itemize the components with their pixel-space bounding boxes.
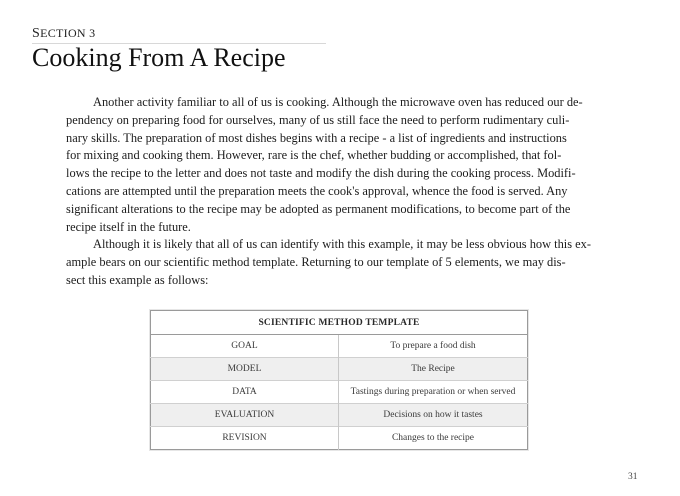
table-cell-element: REVISION bbox=[151, 427, 339, 450]
paragraph-line: ample bears on our scientific method template. Returning to our template of 5 elements, we may dis- bbox=[66, 254, 566, 269]
paragraph-line: Although it is likely that all of us can identify with this example, it may be less obvious how this ex- bbox=[93, 237, 591, 251]
paragraph-line: nary skills. The preparation of most dishes begins with a recipe - a list of ingredients and instructions bbox=[66, 130, 567, 145]
table-cell-value: Tastings during preparation or when served bbox=[339, 381, 528, 404]
section-label-rest: ECTION 3 bbox=[40, 26, 96, 40]
paragraph-line: recipe itself in the future. bbox=[66, 219, 191, 234]
paragraph-line: sect this example as follows: bbox=[66, 272, 209, 287]
table-cell-element: GOAL bbox=[151, 335, 339, 358]
table-row bbox=[151, 335, 528, 358]
paragraph-line: pendency on preparing food for ourselves, many of us still face the need to perform rudimentary culi- bbox=[66, 112, 570, 127]
table-row bbox=[151, 427, 528, 450]
table-cell-value: Decisions on how it tastes bbox=[339, 404, 528, 427]
paragraph-line: for mixing and cooking them. However, rare is the chef, whether budding or accomplished, that fol- bbox=[66, 148, 562, 163]
page-title: Cooking From A Recipe bbox=[32, 43, 286, 72]
section-label-initial: S bbox=[32, 26, 41, 41]
table-row bbox=[151, 404, 528, 427]
paragraph-line: significant alterations to the recipe may be adopted as permanent modifications, to become part of the bbox=[66, 201, 571, 216]
table-cell-element: EVALUATION bbox=[151, 404, 339, 427]
paragraph-line: Another activity familiar to all of us is cooking. Although the microwave oven has reduced our de- bbox=[93, 95, 583, 109]
table-row bbox=[151, 381, 528, 404]
paragraph-line: cations are attempted until the preparation meets the cook's approval, whence the food is served. Any bbox=[66, 183, 568, 198]
paragraph-cooking-intro bbox=[66, 94, 612, 236]
scientific-method-table bbox=[150, 310, 528, 450]
table-cell-element: MODEL bbox=[151, 358, 339, 381]
table-row bbox=[151, 358, 528, 381]
section-label bbox=[32, 26, 96, 42]
paragraph-line: lows the recipe to the letter and does not taste and modify the dish during the cooking process. Modifi- bbox=[66, 166, 576, 181]
table-header-row bbox=[151, 311, 528, 335]
table-cell-value: To prepare a food dish bbox=[339, 335, 528, 358]
table-cell-element: DATA bbox=[151, 381, 339, 404]
table-cell-value: Changes to the recipe bbox=[339, 427, 528, 450]
page-number: 31 bbox=[628, 472, 638, 482]
paragraph-template-intro bbox=[66, 236, 612, 289]
table-header: SCIENTIFIC METHOD TEMPLATE bbox=[151, 311, 528, 335]
table-cell-value: The Recipe bbox=[339, 358, 528, 381]
